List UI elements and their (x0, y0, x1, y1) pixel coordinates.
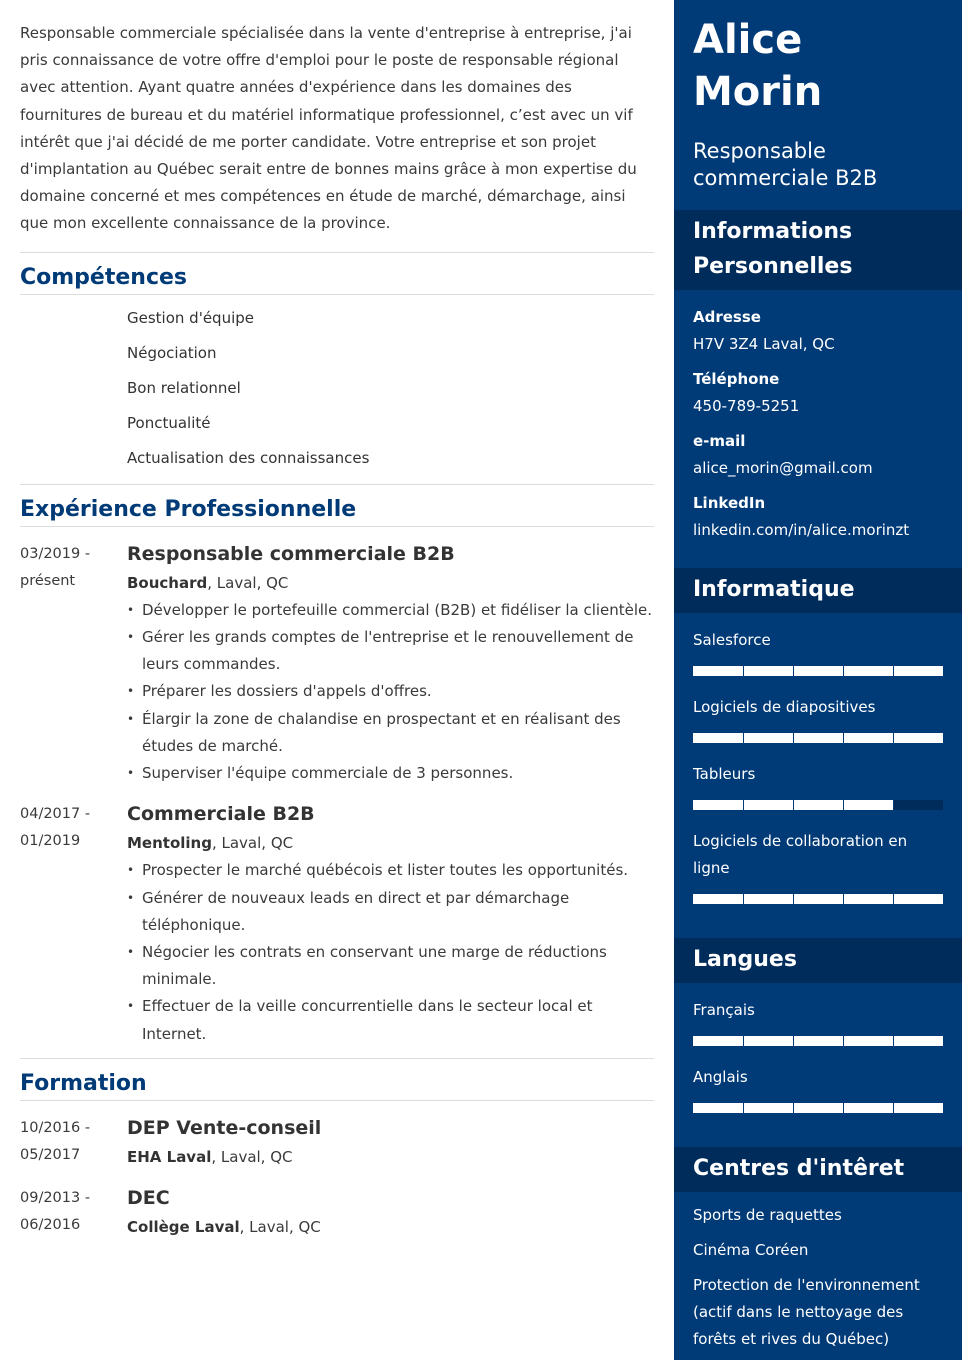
school-name: EHA Laval (127, 1147, 212, 1166)
level-fill (693, 1036, 943, 1046)
duty-item: • Préparer les dossiers d'appels d'offres. (127, 678, 654, 705)
info-label-linkedin: LinkedIn (693, 494, 766, 512)
education-entry (20, 1115, 654, 1171)
experience-dates (20, 541, 127, 788)
duty-item: • Gérer les grands comptes de l'entreprise et le renouvellement de leurs commandes. (127, 624, 654, 678)
degree-title: DEC (127, 1187, 170, 1210)
level-divider (843, 1103, 844, 1113)
sidebar (674, 0, 962, 1360)
level-divider (843, 1036, 844, 1046)
skills-list (20, 295, 654, 485)
level-fill (693, 894, 943, 904)
level-divider (793, 733, 794, 743)
language-name: Français (693, 1001, 755, 1019)
date-start: 10/2016 - (20, 1119, 91, 1136)
skill-level-bar (693, 894, 943, 904)
company-line (127, 830, 654, 857)
experience-entry (20, 541, 654, 788)
company-name: Bouchard (127, 573, 208, 592)
candidate-name: Alice Morin (693, 17, 823, 115)
info-label-email: e-mail (693, 432, 746, 450)
job-title: Commerciale B2B (127, 803, 315, 826)
education-entry (20, 1185, 654, 1241)
school-line (127, 1214, 654, 1241)
education-body (127, 1115, 654, 1171)
language-level-bar (693, 1036, 943, 1046)
company-location: , Laval, QC (211, 834, 294, 853)
section-title-it: Informatique (674, 568, 962, 613)
company-name: Mentoling (127, 834, 212, 853)
date-start: 09/2013 - (20, 1190, 91, 1207)
level-divider (893, 733, 894, 743)
experience-body (127, 541, 654, 788)
school-line (127, 1144, 654, 1171)
level-divider (793, 1036, 794, 1046)
level-divider (893, 666, 894, 676)
education-body (127, 1185, 654, 1241)
info-label-phone: Téléphone (693, 370, 780, 388)
date-start: 03/2019 - (20, 545, 91, 562)
it-skill-name: Salesforce (693, 631, 771, 649)
date-end: 01/2019 (20, 833, 81, 850)
section-title-personal: Informations Personnelles (674, 210, 962, 290)
hobby-item: Protection de l'environnement (actif dans le nettoyage des forêts et rives du Québec) (693, 1276, 920, 1348)
duty-item: • Générer de nouveaux leads en direct et par démarchage téléphonique. (127, 885, 654, 939)
level-divider (743, 1036, 744, 1046)
duty-item: • Développer le portefeuille commercial (B2B) et fidéliser la clientèle. (127, 597, 654, 624)
level-divider (793, 666, 794, 676)
section-title-skills: Compétences (20, 263, 654, 295)
level-divider (893, 1036, 894, 1046)
skill-item: Ponctualité (127, 413, 211, 432)
section-title-hobbies: Centres d'intêret (674, 1147, 962, 1192)
duty-item: • Négocier les contrats en conservant une marge de réductions minimale. (127, 939, 654, 993)
info-value-phone: 450-789-5251 (693, 397, 800, 415)
level-divider (743, 733, 744, 743)
language-level-bar (693, 1103, 943, 1113)
skill-item: Négociation (127, 343, 217, 362)
level-divider (893, 894, 894, 904)
it-skills (674, 613, 962, 938)
duties-list (127, 597, 654, 787)
company-location: , Laval, QC (207, 573, 289, 592)
skill-level-bar (693, 666, 943, 676)
skill-item: Gestion d'équipe (127, 308, 254, 327)
duty-item: • Prospecter le marché québécois et lister toutes les opportunités. (127, 857, 654, 884)
experience-entry (20, 801, 654, 1048)
hobby-item: Sports de raquettes (693, 1206, 842, 1224)
level-divider (843, 733, 844, 743)
degree-title: DEP Vente-conseil (127, 1116, 322, 1139)
languages (674, 983, 962, 1147)
school-location: , Laval, QC (211, 1147, 293, 1166)
info-label-address: Adresse (693, 308, 761, 326)
level-divider (843, 894, 844, 904)
company-line (127, 570, 654, 597)
level-fill (693, 666, 943, 676)
level-fill (693, 1103, 943, 1113)
education-dates (20, 1115, 127, 1171)
candidate-title: Responsable commerciale B2B (693, 139, 878, 190)
experience-body (127, 801, 654, 1048)
it-skill-name: Tableurs (693, 765, 756, 783)
education-dates (20, 1185, 127, 1241)
personal-info (674, 290, 962, 568)
date-end: 05/2017 (20, 1147, 81, 1164)
level-divider (893, 800, 894, 810)
duties-list (127, 857, 654, 1047)
duty-item: • Élargir la zone de chalandise en prospectant et en réalisant des études de marché. (127, 706, 654, 760)
it-skill-name: Logiciels de diapositives (693, 698, 876, 716)
language-name: Anglais (693, 1068, 748, 1086)
level-divider (843, 666, 844, 676)
school-name: Collège Laval (127, 1218, 240, 1237)
date-start: 04/2017 - (20, 806, 91, 823)
job-title: Responsable commerciale B2B (127, 542, 455, 565)
level-divider (893, 1103, 894, 1113)
skill-level-bar (693, 800, 943, 810)
skill-item: Actualisation des connaissances (127, 448, 370, 467)
date-end: présent (20, 572, 76, 589)
skill-item: Bon relationnel (127, 378, 241, 397)
section-title-education: Formation (20, 1069, 654, 1101)
level-fill (693, 733, 943, 743)
intro-paragraph: Responsable commerciale spécialisée dans la vente d'entreprise à entreprise, j'ai pris connaissance de votre offre d'emploi pour le poste de responsable régional avec attention. Ayant quatre années d'expérience dans les domaines des fournitures de bureau et du matériel informatique professionnel, c’est avec un vif intérêt que j'ai décidé de me porter candidate. Votre entreprise et son projet d'implantation au Québec serait entre de bonnes mains grâce à mon expertise du domaine concerné et mes compétences en étude de marché, démarchage, ainsi que mon excellente connaissance de la province. (20, 20, 654, 253)
experience-dates (20, 801, 127, 1048)
level-divider (743, 666, 744, 676)
experience-section (20, 495, 654, 1059)
it-skill-name: Logiciels de collaboration en ligne (693, 832, 908, 877)
level-divider (743, 800, 744, 810)
section-title-experience: Expérience Professionnelle (20, 495, 654, 527)
info-value-email: alice_morin@gmail.com (693, 459, 873, 477)
level-divider (843, 800, 844, 810)
duty-item: • Effectuer de la veille concurrentielle dans le secteur local et Internet. (127, 993, 654, 1047)
hobbies (674, 1192, 962, 1360)
school-location: , Laval, QC (239, 1218, 321, 1237)
level-divider (743, 894, 744, 904)
section-title-languages: Langues (674, 938, 962, 983)
hobby-item: Cinéma Coréen (693, 1241, 809, 1259)
level-divider (793, 894, 794, 904)
level-divider (793, 800, 794, 810)
info-value-address: H7V 3Z4 Laval, QC (693, 335, 835, 353)
level-divider (793, 1103, 794, 1113)
level-divider (743, 1103, 744, 1113)
skill-level-bar (693, 733, 943, 743)
info-value-linkedin: linkedin.com/in/alice.morinzt (693, 521, 910, 539)
duty-item: • Superviser l'équipe commerciale de 3 personnes. (127, 760, 654, 787)
date-end: 06/2016 (20, 1217, 81, 1234)
